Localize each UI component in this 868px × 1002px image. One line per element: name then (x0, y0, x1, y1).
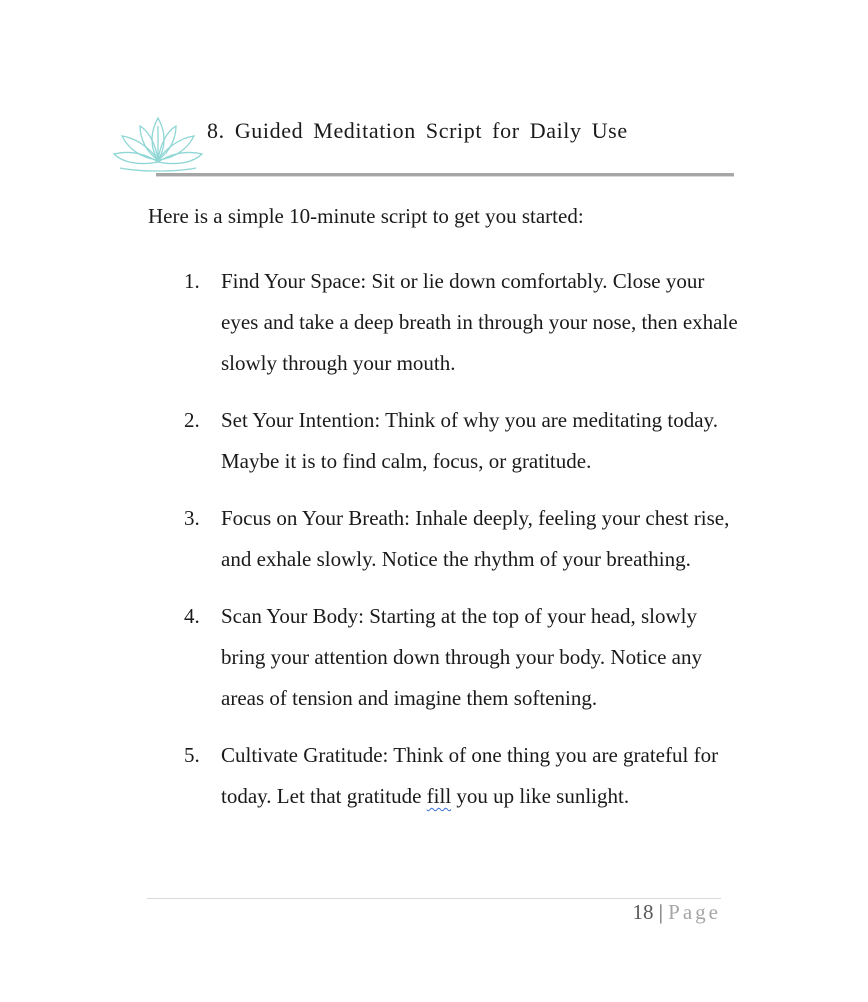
heading-rule (156, 173, 734, 177)
section-heading (207, 118, 628, 144)
list-item (148, 735, 738, 817)
list-item-text: Find Your Space: Sit or lie down comfortably. Close your eyes and take a deep breath in through your nose, then exhale slowly through your mouth. (221, 269, 738, 375)
page-footer (632, 900, 721, 925)
footer-separator: | (658, 900, 663, 924)
heading-title: Guided Meditation Script for Daily Use (234, 118, 628, 143)
list-item-number: 4. (184, 604, 200, 628)
list-item-text: Set Your Intention: Think of why you are meditating today. Maybe it is to find calm, focus, or gratitude. (221, 408, 718, 473)
heading-number: 8. (207, 118, 225, 143)
list-item-number: 1. (184, 269, 200, 293)
list-item (148, 596, 738, 719)
list-item-text (221, 743, 718, 808)
list-item (148, 498, 738, 580)
page-number: 18 (632, 900, 654, 924)
intro-text: Here is a simple 10-minute script to get you started: (148, 204, 584, 228)
footer-rule (147, 898, 721, 899)
spellcheck-flagged-word[interactable]: fill (426, 784, 452, 808)
list-item-number: 2. (184, 408, 200, 432)
list-item-number: 5. (184, 743, 200, 767)
list-item-number: 3. (184, 506, 200, 530)
list-item (148, 261, 738, 384)
page-label: Page (668, 900, 721, 924)
lotus-icon (110, 112, 206, 174)
list-item-text: Focus on Your Breath: Inhale deeply, feeling your chest rise, and exhale slowly. Notice the rhythm of your breathing. (221, 506, 730, 571)
list-item (148, 400, 738, 482)
list-item-text-after: you up like sunlight. (451, 784, 630, 808)
list-item-text-before: Cultivate Gratitude: Think of one thing you are grateful for today. Let that gratitude (221, 743, 719, 808)
steps-list (148, 261, 738, 833)
list-item-text: Scan Your Body: Starting at the top of your head, slowly bring your attention down through your body. Notice any areas of tension and imagine them softening. (221, 604, 702, 710)
